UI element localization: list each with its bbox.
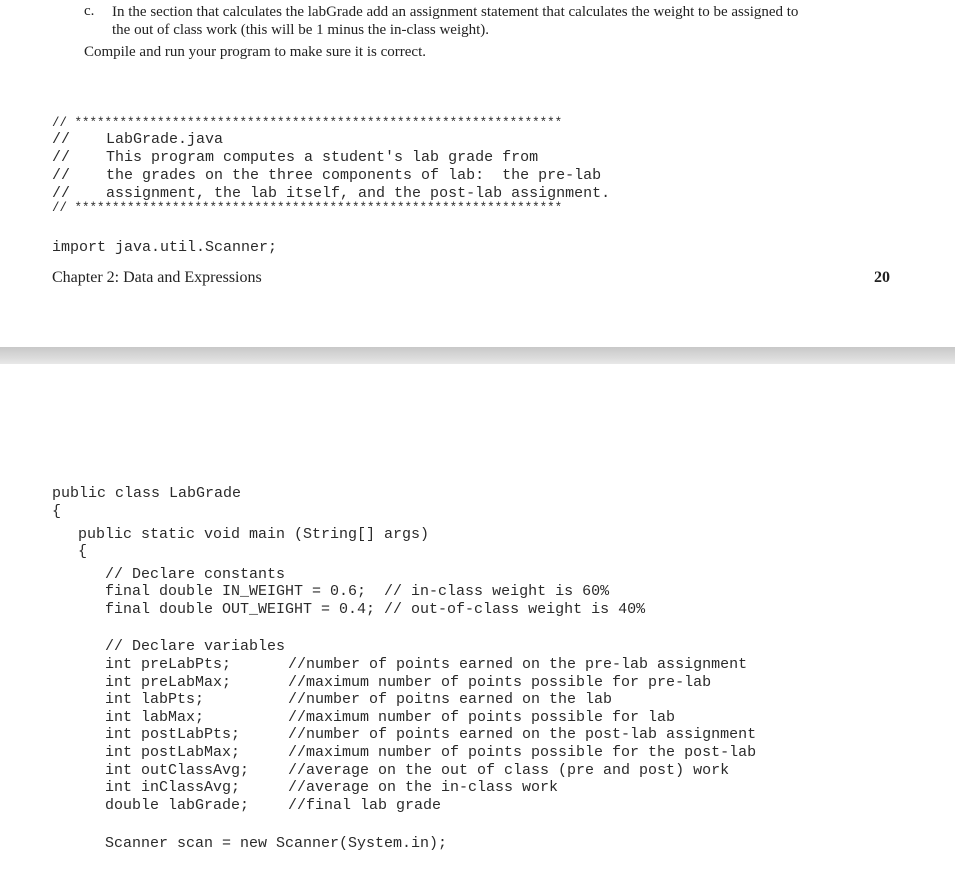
variable-comment: //final lab grade <box>288 797 442 814</box>
chapter-footer: Chapter 2: Data and Expressions <box>52 269 262 286</box>
brace: { <box>78 543 88 560</box>
variable-comment: //average on the out of class (pre and post) work <box>288 762 730 779</box>
constant-declaration: final double OUT_WEIGHT = 0.4; // out-of-class weight is 40% <box>105 601 646 618</box>
constant-declaration: final double IN_WEIGHT = 0.6; // in-class weight is 60% <box>105 583 610 600</box>
comment-line: // LabGrade.java <box>52 131 224 148</box>
comment-star-line: // ***************************************************************** <box>52 201 563 215</box>
compile-instruction: Compile and run your program to make sure it is correct. <box>84 44 426 60</box>
comment-line: // assignment, the lab itself, and the post-lab assignment. <box>52 185 611 202</box>
variable-declaration: int preLabMax; <box>105 674 232 691</box>
scanner-declaration: Scanner scan = new Scanner(System.in); <box>105 835 448 852</box>
class-declaration: public class LabGrade <box>52 485 242 502</box>
comment-star-line: // ***************************************************************** <box>52 116 563 130</box>
page-separator <box>0 347 955 364</box>
variable-declaration: int inClassAvg; <box>105 779 241 796</box>
variable-declaration: int postLabPts; <box>105 726 241 743</box>
code-comment: // Declare variables <box>105 638 286 655</box>
main-method-declaration: public static void main (String[] args) <box>78 526 430 543</box>
brace: { <box>52 503 62 520</box>
variable-comment: //number of poitns earned on the lab <box>288 691 613 708</box>
code-comment: // Declare constants <box>105 566 286 583</box>
page-number: 20 <box>874 269 890 286</box>
variable-comment: //number of points earned on the pre-lab assignment <box>288 656 748 673</box>
variable-declaration: double labGrade; <box>105 797 250 814</box>
variable-comment: //average on the in-class work <box>288 779 559 796</box>
variable-comment: //number of points earned on the post-lab assignment <box>288 726 757 743</box>
list-item-marker: c. <box>84 3 95 19</box>
import-statement: import java.util.Scanner; <box>52 239 278 256</box>
comment-line: // the grades on the three components of lab: the pre-lab <box>52 167 602 184</box>
instruction-line: the out of class work (this will be 1 minus the in-class weight). <box>112 22 490 38</box>
variable-declaration: int outClassAvg; <box>105 762 250 779</box>
variable-declaration: int labPts; <box>105 691 205 708</box>
instruction-item-c <box>112 3 902 39</box>
variable-comment: //maximum number of points possible for pre-lab <box>288 674 712 691</box>
variable-declaration: int labMax; <box>105 709 205 726</box>
instruction-line: In the section that calculates the labGrade add an assignment statement that calculates the weight to be assigned to <box>112 4 799 20</box>
variable-comment: //maximum number of points possible for the post-lab <box>288 744 757 761</box>
variable-declaration: int preLabPts; <box>105 656 232 673</box>
comment-line: // This program computes a student's lab grade from <box>52 149 539 166</box>
variable-comment: //maximum number of points possible for lab <box>288 709 676 726</box>
variable-declaration: int postLabMax; <box>105 744 241 761</box>
